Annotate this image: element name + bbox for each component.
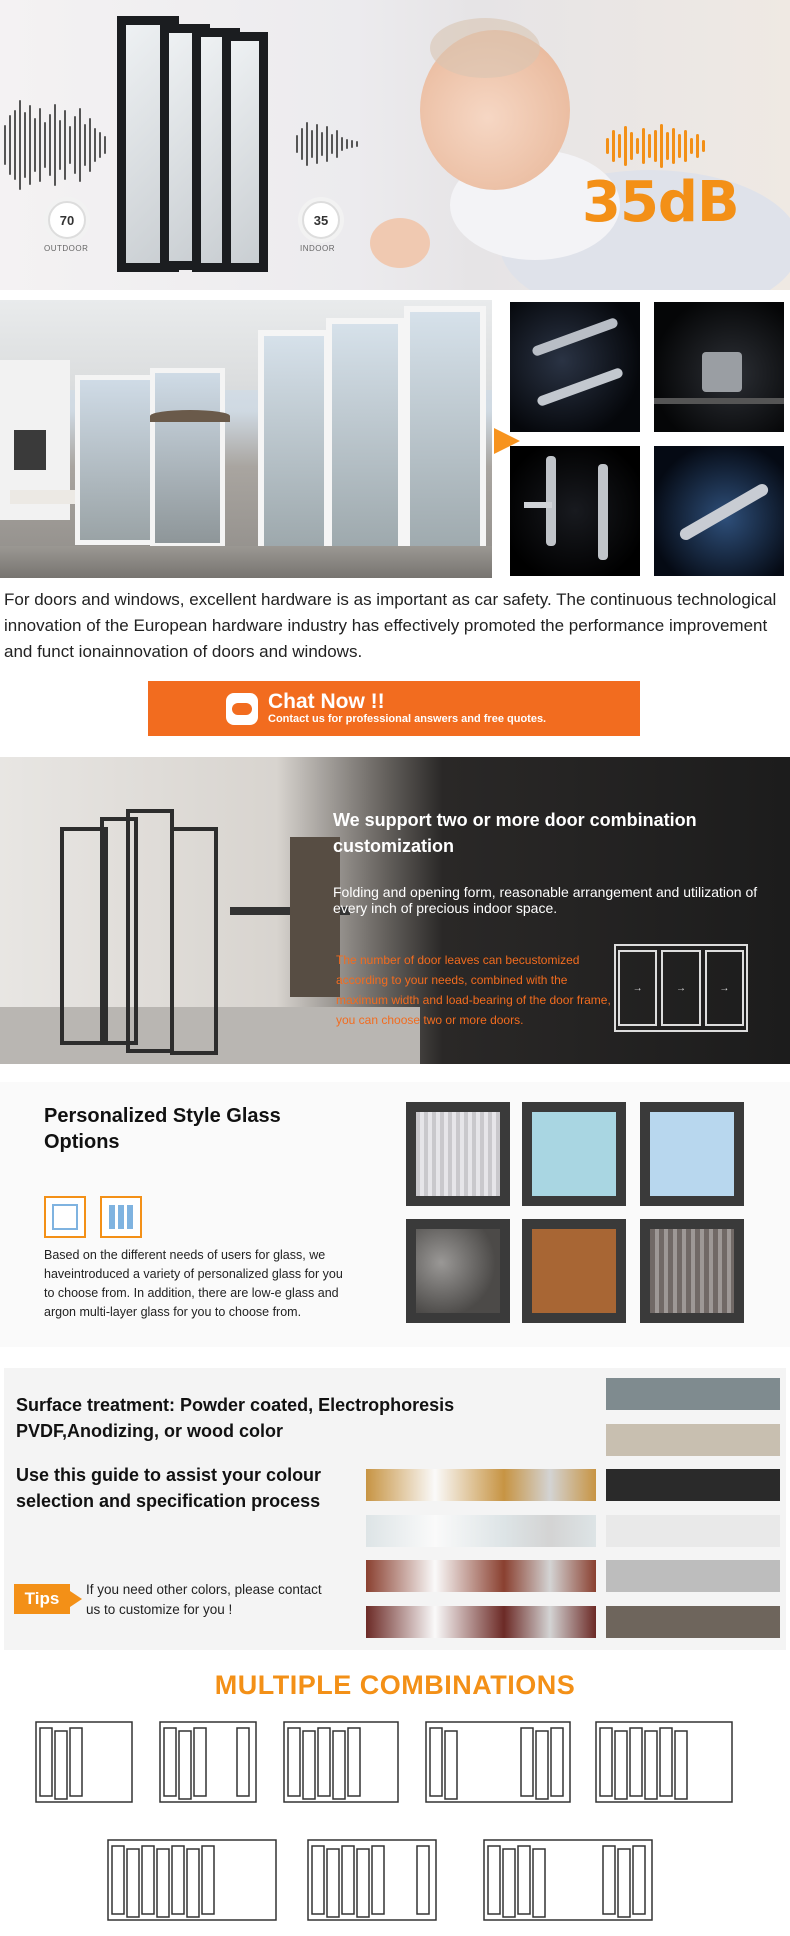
blue-glass-swatch bbox=[522, 1102, 626, 1206]
wood-color-swatch bbox=[366, 1560, 596, 1592]
door-leaf-diagram bbox=[312, 1846, 324, 1914]
combination-details: The number of door leaves can becustomized according to your needs, combined with the maximum width and load-bearing of the door frame, you can choose two or more doors. bbox=[336, 953, 611, 1027]
door-leaf-diagram bbox=[630, 1728, 642, 1796]
combination-subtitle: Folding and opening form, reasonable arrangement and utilization of every inch of precious indoor space. bbox=[333, 884, 758, 916]
door-leaf-diagram bbox=[430, 1728, 442, 1796]
door-leaf-diagram bbox=[112, 1846, 124, 1914]
door-frame-diagram bbox=[484, 1840, 652, 1920]
outdoor-db-dial: 70 bbox=[48, 201, 86, 239]
chat-subtitle: Contact us for professional answers and free quotes. bbox=[268, 713, 547, 725]
door-handle-image bbox=[510, 302, 640, 432]
door-frame-diagram bbox=[160, 1722, 256, 1802]
patterned-glass-swatch bbox=[640, 1219, 744, 1323]
chat-bubble-icon bbox=[226, 693, 258, 725]
surface-title: Surface treatment: Powder coated, Electrophoresis PVDF,Anodizing, or wood color bbox=[16, 1395, 455, 1441]
door-leaf-diagram bbox=[164, 1728, 176, 1796]
door-leaf-diagram bbox=[348, 1728, 360, 1796]
tips-badge: Tips bbox=[14, 1584, 70, 1614]
door-leaf-icon: → bbox=[618, 950, 657, 1026]
door-leaf-diagram bbox=[536, 1731, 548, 1799]
door-leaf-diagram bbox=[303, 1731, 315, 1799]
wood-color-swatch bbox=[366, 1469, 596, 1501]
bronze-glass-swatch bbox=[522, 1219, 626, 1323]
door-leaf-diagram bbox=[202, 1846, 214, 1914]
door-leaf-icon: → bbox=[661, 950, 700, 1026]
glass-description: Based on the different needs of users for glass, we haveintroduced a variety of personalized glass for you to choose from. In addition, there are low-e glass and argon multi-layer glass for you to choose from. bbox=[44, 1248, 343, 1319]
door-frame-diagram bbox=[596, 1722, 732, 1802]
stone-glass-swatch bbox=[406, 1219, 510, 1323]
glass-title: Personalized Style Glass Options bbox=[44, 1105, 281, 1153]
door-leaf-diagram bbox=[318, 1728, 330, 1796]
three-leaf-door-icon bbox=[614, 944, 748, 1032]
light-blue-glass-swatch bbox=[640, 1102, 744, 1206]
noise-level-value: 35dB bbox=[582, 170, 739, 235]
combination-title: We support two or more door combination customization bbox=[333, 810, 697, 856]
combination-diagrams bbox=[0, 1700, 790, 1936]
door-leaf-diagram bbox=[342, 1846, 354, 1914]
chat-now-button[interactable] bbox=[148, 681, 640, 736]
door-leaf-icon: → bbox=[705, 950, 744, 1026]
door-leaf-diagram bbox=[327, 1849, 339, 1917]
door-leaf-diagram bbox=[488, 1846, 500, 1914]
door-leaf-diagram bbox=[288, 1728, 300, 1796]
door-leaf-diagram bbox=[372, 1846, 384, 1914]
solid-color-swatch bbox=[606, 1606, 780, 1638]
door-lock-image bbox=[510, 446, 640, 576]
door-frame-diagram bbox=[36, 1722, 132, 1802]
door-leaf-diagram bbox=[551, 1728, 563, 1796]
door-leaf-diagram bbox=[157, 1849, 169, 1917]
chat-text-group bbox=[268, 691, 546, 726]
glass-grid-icon bbox=[100, 1196, 142, 1238]
wood-color-swatch bbox=[366, 1606, 596, 1638]
folding-door-room-image bbox=[0, 300, 492, 578]
door-leaf-diagram bbox=[603, 1846, 615, 1914]
door-leaf-diagram bbox=[633, 1846, 645, 1914]
door-leaf-diagram bbox=[675, 1731, 687, 1799]
indoor-label: INDOOR bbox=[300, 244, 335, 253]
door-leaf-diagram bbox=[179, 1731, 191, 1799]
roller-hardware-image bbox=[654, 302, 784, 432]
door-leaf-diagram bbox=[503, 1849, 515, 1917]
tips-text: If you need other colors, please contact us to customize for you ! bbox=[86, 1582, 322, 1617]
door-leaf-diagram bbox=[645, 1731, 657, 1799]
door-leaf-diagram bbox=[237, 1728, 249, 1796]
door-leaf-diagram bbox=[333, 1731, 345, 1799]
door-leaf-diagram bbox=[70, 1728, 82, 1796]
reeded-glass-swatch bbox=[406, 1102, 510, 1206]
door-leaf-diagram bbox=[417, 1846, 429, 1914]
solid-color-swatch bbox=[606, 1378, 780, 1410]
door-leaf-diagram bbox=[127, 1849, 139, 1917]
door-leaf-diagram bbox=[187, 1849, 199, 1917]
door-leaf-diagram bbox=[660, 1728, 672, 1796]
glass-pane-icon bbox=[44, 1196, 86, 1238]
solid-color-swatch bbox=[606, 1560, 780, 1592]
pull-handle-image bbox=[654, 446, 784, 576]
door-leaf-diagram bbox=[518, 1846, 530, 1914]
wood-color-swatch bbox=[366, 1515, 596, 1547]
acoustic-banner bbox=[0, 0, 790, 290]
hardware-description: For doors and windows, excellent hardware is as important as car safety. The continuous technological innovation of the European hardware industry has effectively promoted the performance improvement and funct ionainnovation of doors and windows. bbox=[4, 590, 777, 661]
chat-title: Chat Now !! bbox=[268, 690, 385, 713]
door-leaf-diagram bbox=[142, 1846, 154, 1914]
door-leaf-diagram bbox=[533, 1849, 545, 1917]
door-frame-diagram bbox=[284, 1722, 398, 1802]
door-leaf-diagram bbox=[194, 1728, 206, 1796]
door-leaf-diagram bbox=[618, 1849, 630, 1917]
door-leaf-diagram bbox=[40, 1728, 52, 1796]
solid-color-swatch bbox=[606, 1515, 780, 1547]
door-leaf-diagram bbox=[600, 1728, 612, 1796]
indoor-db-dial: 35 bbox=[302, 201, 340, 239]
door-frame-diagram bbox=[108, 1840, 276, 1920]
door-leaf-diagram bbox=[615, 1731, 627, 1799]
solid-color-swatch bbox=[606, 1469, 780, 1501]
door-leaf-diagram bbox=[445, 1731, 457, 1799]
solid-color-swatch bbox=[606, 1424, 780, 1456]
door-leaf-diagram bbox=[357, 1849, 369, 1917]
outdoor-label: OUTDOOR bbox=[44, 244, 89, 253]
door-leaf-diagram bbox=[521, 1728, 533, 1796]
window-frame bbox=[222, 32, 268, 272]
color-guide-text: Use this guide to assist your colour selection and specification process bbox=[16, 1465, 322, 1511]
door-leaf-diagram bbox=[172, 1846, 184, 1914]
door-leaf-diagram bbox=[55, 1731, 67, 1799]
multiple-combinations-title: MULTIPLE COMBINATIONS bbox=[214, 1670, 576, 1700]
